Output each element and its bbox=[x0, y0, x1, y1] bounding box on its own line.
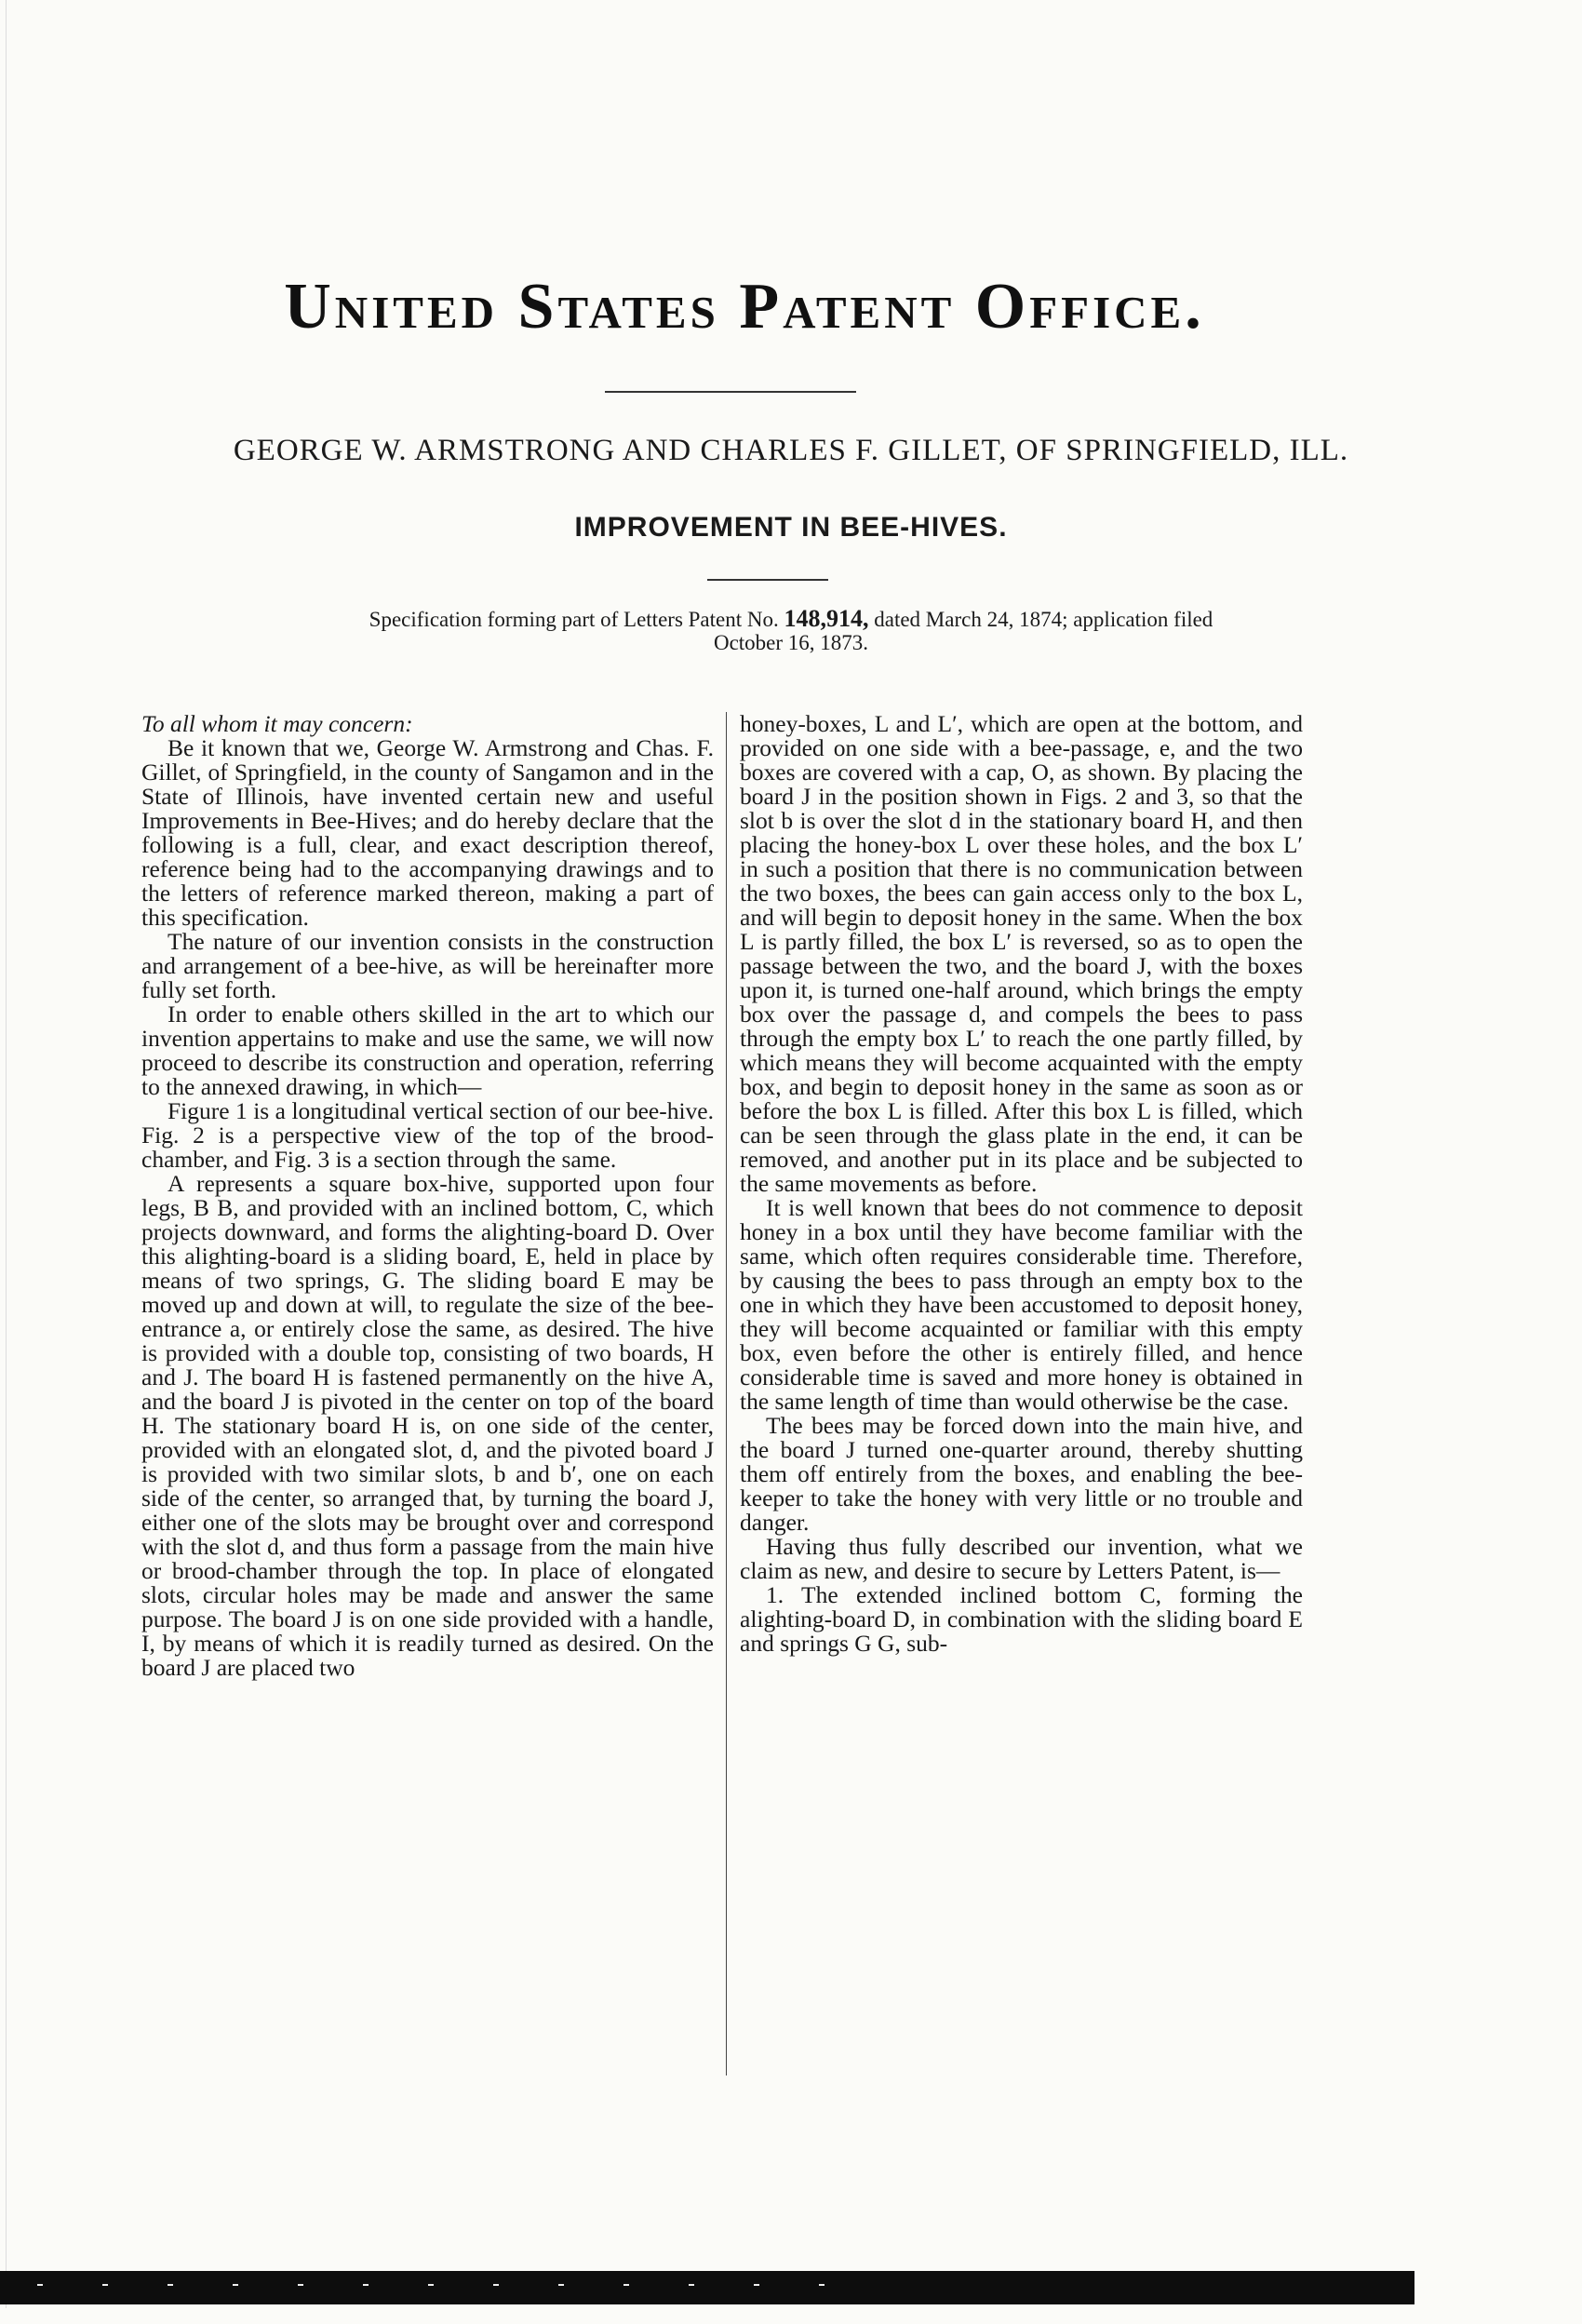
patent-number: 148,914, bbox=[784, 605, 869, 632]
specification-line bbox=[140, 605, 1442, 633]
filed-date: October 16, 1873. bbox=[713, 631, 869, 654]
paragraph: Be it known that we, George W. Armstrong and Chas. F. Gillet, of Springfield, in the county of Sangamon and in the State of Illinois, have invented certain new and useful Improvements in Bee-Hives; and do hereby declare that the following is a full, clear, and exact description thereof, reference being had to the accompanying drawings and to the letters of reference marked thereon, making a part of this specification. bbox=[141, 734, 714, 931]
paragraph: honey-boxes, L and L′, which are open at the bottom, and provided on one side with a bee-passage, e, and the two boxes are covered with a cap, O, as shown. By placing the board J in the position shown in Figs. 2 and 3, so that the slot b is over the slot d in the stationary board H, and then placing the honey-box L over these holes, and the box L′ in such a position that there is no communication between the two boxes, the bees can gain access only to the box L, and will begin to deposit honey in the same. When the box L is partly filled, the box L′ is reversed, so as to open the passage between the two, and the board J, with the boxes upon it, is turned one-half around, which brings the empty box over the passage d, and compels the bees to pass through the empty box L′ to reach the one partly filled, by which means they will become acquainted with the empty box, and begin to deposit honey in the same as soon as or before the box L is filled. After this box L is filled, which can be seen through the glass plate in the end, it can be removed, and another put in its place and be subjected to the same movements as before. bbox=[740, 710, 1303, 1197]
left-column bbox=[141, 712, 714, 1680]
spec-suffix: dated March 24, 1874; application filed bbox=[874, 608, 1213, 631]
title-rule bbox=[605, 391, 856, 393]
spec-prefix: Specification forming part of Letters Patent No. bbox=[369, 608, 779, 631]
scan-edge-line bbox=[6, 0, 7, 2308]
paragraph: The nature of our invention consists in the construction and arrangement of a bee-hive, as will be hereinafter more fully set forth. bbox=[141, 928, 714, 1003]
paragraph: The bees may be forced down into the main hive, and the board J turned one-quarter around, thereby shutting them off entirely from the boxes, and enabling the bee-keeper to take the honey with very little or no trouble and danger. bbox=[740, 1412, 1303, 1536]
paragraph: In order to enable others skilled in the art to which our invention appertains to make and use the same, we will now proceed to describe its construction and operation, referring to the annexed drawing, in which— bbox=[141, 1001, 714, 1100]
paragraph: A represents a square box-hive, supported upon four legs, B B, and provided with an inclined bottom, C, which projects downward, and forms the alighting-board D. Over this alighting-board is a sliding board, E, held in place by means of two springs, G. The sliding board E may be moved up and down at will, to regulate the size of the bee-entrance a, or entirely close the same, as desired. The hive is provided with a double top, consisting of two boards, H and J. The board H is fastened permanently on the hive A, and the board J is pivoted in the center on top of the board H. The stationary board H is, on one side of the center, provided with an elongated slot, d, and the pivoted board J is provided with two similar slots, b and b′, one on each side of the center, so arranged that, by turning the board J, either one of the slots may be brought over and correspond with the slot d, and thus form a passage from the main hive or brood-chamber through the top. In place of elongated slots, circular holes may be made and answer the same purpose. The board J is on one side provided with a handle, I, by means of which it is readily turned as desired. On the board J are placed two bbox=[141, 1170, 714, 1681]
salutation: To all whom it may concern: bbox=[141, 710, 413, 737]
scan-bottom-bar bbox=[0, 2271, 1414, 2304]
claim: 1. The extended inclined bottom C, forming the alighting-board D, in combination with the sliding board E and springs G G, sub- bbox=[740, 1581, 1303, 1657]
invention-title: IMPROVEMENT IN BEE-HIVES. bbox=[574, 512, 1008, 543]
subtitle-rule bbox=[707, 579, 828, 581]
paragraph: Figure 1 is a longitudinal vertical section of our bee-hive. Fig. 2 is a perspective view of the top of the brood-chamber, and Fig. 3 is a section through the same. bbox=[141, 1097, 714, 1173]
inventors-line: GEORGE W. ARMSTRONG AND CHARLES F. GILLET, OF SPRINGFIELD, ILL. bbox=[233, 434, 1349, 467]
right-column bbox=[740, 712, 1303, 1656]
office-title: United States Patent Office. bbox=[284, 271, 1205, 343]
column-divider bbox=[726, 712, 727, 2075]
paragraph: Having thus fully described our invention, what we claim as new, and desire to secure by Letters Patent, is— bbox=[740, 1533, 1303, 1584]
paragraph: It is well known that bees do not commence to deposit honey in a box until they have become familiar with the same, which often requires considerable time. Therefore, by causing the bees to pass through an empty box to the one in which they have been accustomed to deposit honey, they will become acquainted or familiar with this empty box, even before the other is entirely filled, and hence considerable time is saved and more honey is obtained in the same length of time than would otherwise be the case. bbox=[740, 1194, 1303, 1415]
